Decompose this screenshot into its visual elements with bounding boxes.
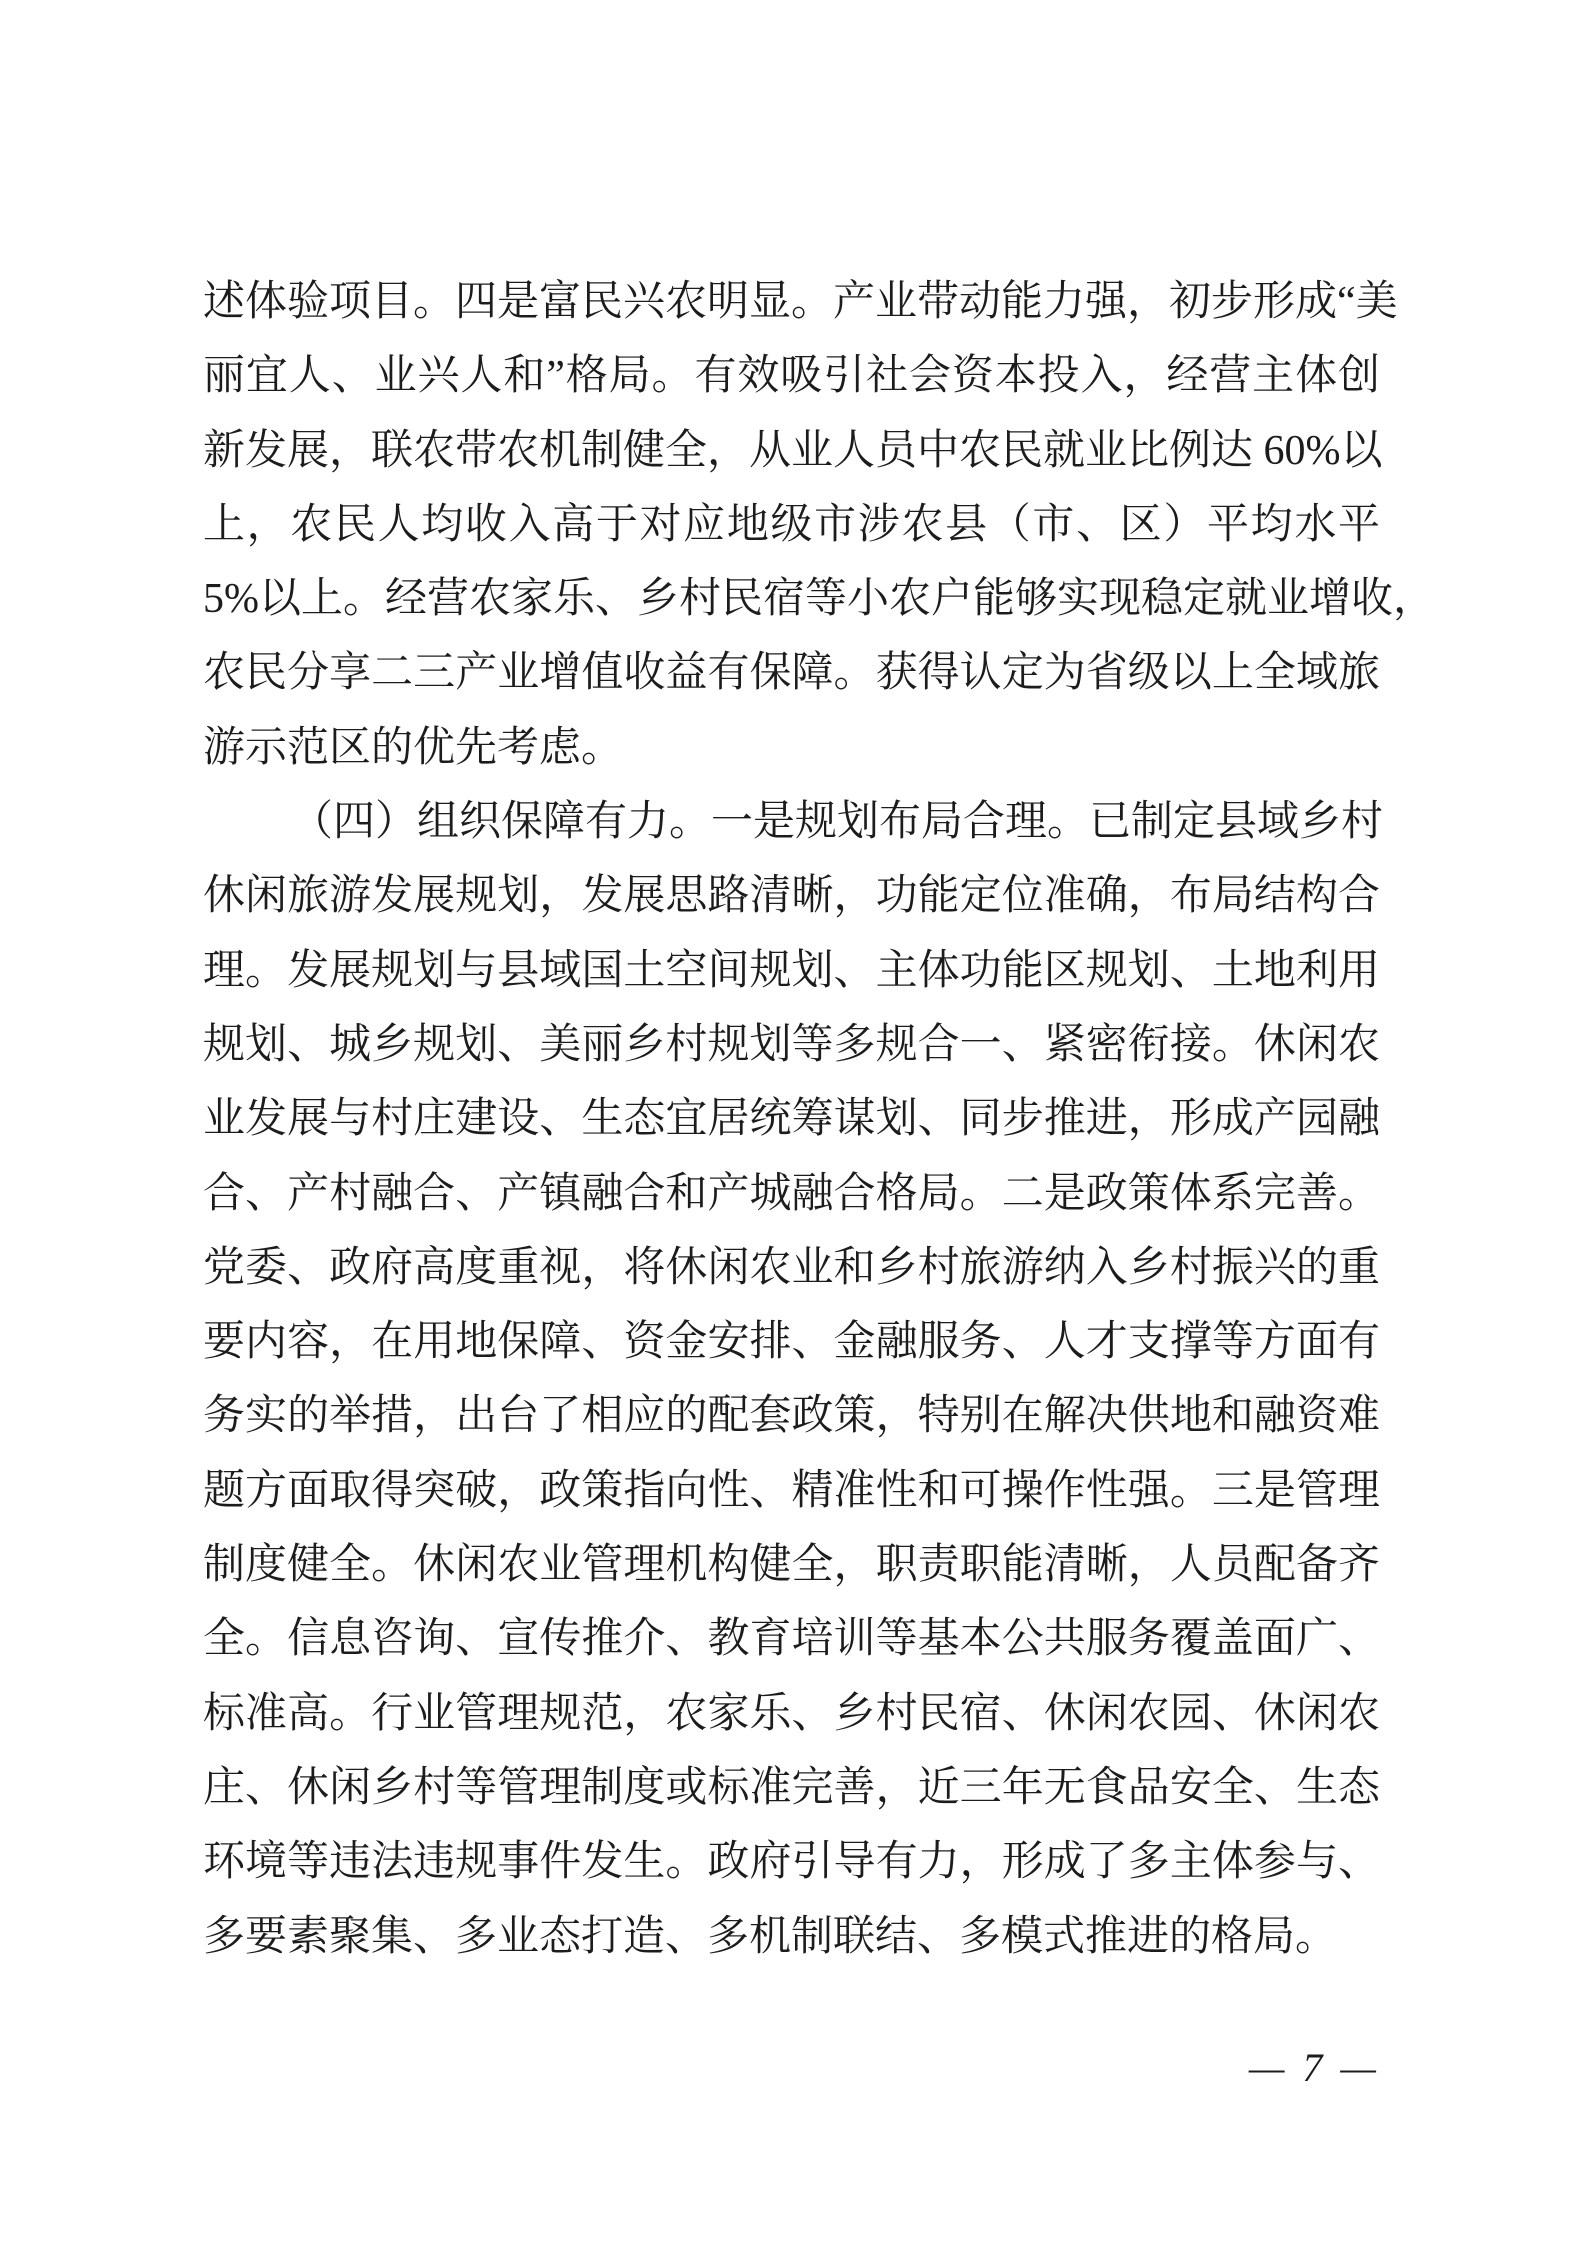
text-line: 全。信息咨询、宣传推介、教育培训等基本公共服务覆盖面广、 bbox=[203, 1616, 1380, 1663]
document-body bbox=[203, 265, 1435, 1974]
text-line: 规划、城乡规划、美丽乡村规划等多规合一、紧密衔接。休闲农 bbox=[203, 1021, 1380, 1068]
text-line: 游示范区的优先考虑。 bbox=[203, 724, 624, 771]
text-line: 庄、休闲乡村等管理制度或标准完善，近三年无食品安全、生态 bbox=[203, 1764, 1380, 1811]
text-line: 述体验项目。四是富民兴农明显。产业带动能力强，初步形成“美 bbox=[203, 279, 1398, 325]
text-line: 上，农民人均收入高于对应地级市涉农县（市、区）平均水平 bbox=[203, 501, 1380, 548]
text-line: （四）组织保障有力。一是规划布局合理。已制定县域乡村 bbox=[291, 799, 1384, 846]
text-line: 休闲旅游发展规划，发展思路清晰，功能定位准确，布局结构合 bbox=[203, 873, 1380, 920]
text-line: 多要素聚集、多业态打造、多机制联结、多模式推进的格局。 bbox=[203, 1913, 1338, 1960]
page-number: — 7 — bbox=[1248, 2045, 1380, 2090]
text-line: 党委、政府高度重视，将休闲农业和乡村旅游纳入乡村振兴的重 bbox=[203, 1244, 1380, 1291]
text-line: 制度健全。休闲农业管理机构健全，职责职能清晰，人员配备齐 bbox=[203, 1542, 1380, 1589]
text-line: 题方面取得突破，政策指向性、精准性和可操作性强。三是管理 bbox=[203, 1467, 1380, 1514]
text-line: 5%以上。经营农家乐、乡村民宿等小农户能够实现稳定就业增收， bbox=[203, 576, 1435, 623]
text-line: 环境等违法违规事件发生。政府引导有力，形成了多主体参与、 bbox=[203, 1839, 1380, 1886]
text-line: 农民分享二三产业增值收益有保障。获得认定为省级以上全域旅 bbox=[203, 650, 1380, 697]
text-line: 务实的举措，出台了相应的配套政策，特别在解决供地和融资难 bbox=[203, 1393, 1380, 1440]
text-line: 合、产村融合、产镇融合和产城融合格局。二是政策体系完善。 bbox=[203, 1170, 1380, 1217]
text-line: 标准高。行业管理规范，农家乐、乡村民宿、休闲农园、休闲农 bbox=[203, 1690, 1380, 1737]
text-line: 理。发展规划与县域国土空间规划、主体功能区规划、土地利用 bbox=[203, 947, 1380, 994]
text-line: 新发展，联农带农机制健全，从业人员中农民就业比例达 60%以 bbox=[203, 427, 1383, 474]
text-line: 业发展与村庄建设、生态宜居统筹谋划、同步推进，形成产园融 bbox=[203, 1096, 1380, 1143]
text-line: 要内容，在用地保障、资金安排、金融服务、人才支撑等方面有 bbox=[203, 1319, 1380, 1366]
text-line: 丽宜人、业兴人和”格局。有效吸引社会资本投入，经营主体创 bbox=[203, 353, 1380, 400]
